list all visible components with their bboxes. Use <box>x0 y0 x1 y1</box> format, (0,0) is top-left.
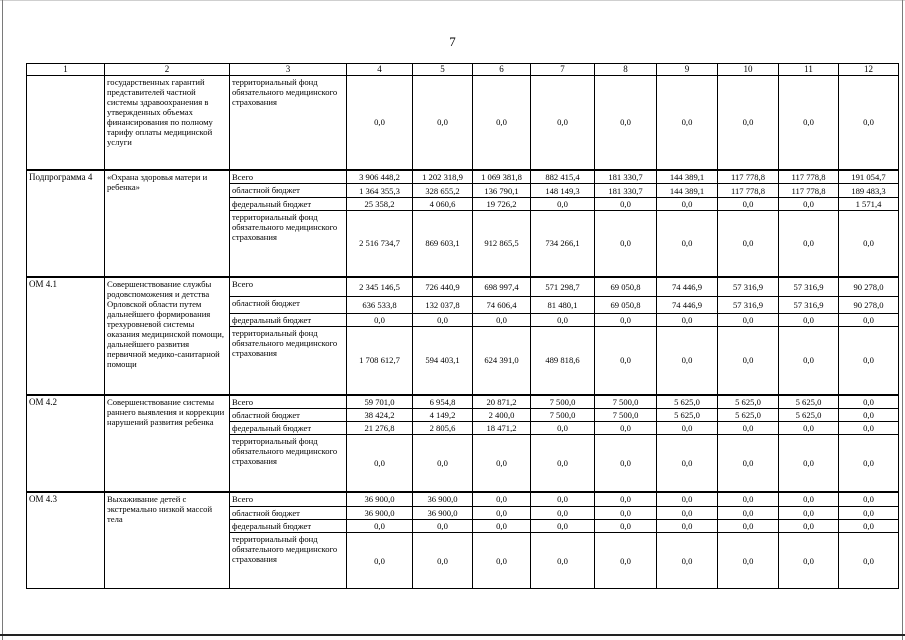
table-row <box>27 170 899 184</box>
amount-cell: 0,0 <box>718 533 779 589</box>
amount-cell: 0,0 <box>839 327 899 395</box>
amount-cell: 181 330,7 <box>595 170 657 184</box>
amount-cell: 0,0 <box>657 211 718 277</box>
column-number-cell: 3 <box>230 64 347 76</box>
funding-source-cell: федеральный бюджет <box>230 314 347 327</box>
amount-cell: 0,0 <box>839 76 899 170</box>
amount-cell: 0,0 <box>595 520 657 533</box>
funding-source-cell: Всего <box>230 492 347 507</box>
amount-cell: 36 900,0 <box>413 492 473 507</box>
amount-cell: 18 471,2 <box>473 422 531 435</box>
amount-cell: 0,0 <box>718 198 779 211</box>
amount-cell: 181 330,7 <box>595 184 657 198</box>
funding-source-cell: Всего <box>230 277 347 297</box>
amount-cell: 57 316,9 <box>779 297 839 314</box>
amount-cell: 0,0 <box>657 198 718 211</box>
amount-cell: 74 606,4 <box>473 297 531 314</box>
column-number-cell: 2 <box>105 64 230 76</box>
column-number-cell: 4 <box>347 64 413 76</box>
funding-source-cell: территориальный фонд обязательного медицинского страхования <box>230 435 347 492</box>
amount-cell: 117 778,8 <box>718 170 779 184</box>
column-number-cell: 1 <box>27 64 105 76</box>
amount-cell: 0,0 <box>595 422 657 435</box>
funding-source-cell: территориальный фонд обязательного медицинского страхования <box>230 76 347 170</box>
amount-cell: 0,0 <box>595 533 657 589</box>
table-row <box>27 76 899 170</box>
table-row <box>27 492 899 507</box>
amount-cell: 0,0 <box>595 211 657 277</box>
amount-cell: 0,0 <box>531 422 595 435</box>
column-number-cell: 8 <box>595 64 657 76</box>
amount-cell: 59 701,0 <box>347 395 413 409</box>
amount-cell: 0,0 <box>347 435 413 492</box>
amount-cell: 0,0 <box>595 314 657 327</box>
amount-cell: 2 345 146,5 <box>347 277 413 297</box>
amount-cell: 132 037,8 <box>413 297 473 314</box>
amount-cell: 0,0 <box>347 533 413 589</box>
amount-cell: 0,0 <box>718 76 779 170</box>
amount-cell: 0,0 <box>779 314 839 327</box>
column-number-cell: 6 <box>473 64 531 76</box>
amount-cell: 81 480,1 <box>531 297 595 314</box>
amount-cell: 0,0 <box>347 76 413 170</box>
amount-cell: 57 316,9 <box>779 277 839 297</box>
amount-cell: 1 571,4 <box>839 198 899 211</box>
amount-cell: 69 050,8 <box>595 277 657 297</box>
amount-cell: 0,0 <box>839 492 899 507</box>
amount-cell: 489 818,6 <box>531 327 595 395</box>
amount-cell: 0,0 <box>718 422 779 435</box>
funding-source-cell: областной бюджет <box>230 297 347 314</box>
amount-cell: 0,0 <box>718 507 779 520</box>
scan-right-edge <box>902 0 903 640</box>
funding-source-cell: федеральный бюджет <box>230 520 347 533</box>
amount-cell: 0,0 <box>779 198 839 211</box>
amount-cell: 0,0 <box>531 435 595 492</box>
amount-cell: 36 900,0 <box>347 492 413 507</box>
amount-cell: 117 778,8 <box>779 170 839 184</box>
amount-cell: 0,0 <box>531 492 595 507</box>
column-number-cell: 11 <box>779 64 839 76</box>
amount-cell: 0,0 <box>473 76 531 170</box>
amount-cell: 0,0 <box>839 520 899 533</box>
program-code-cell: Подпрограмма 4 <box>27 170 105 277</box>
amount-cell: 0,0 <box>347 314 413 327</box>
amount-cell: 7 500,0 <box>531 409 595 422</box>
amount-cell: 3 906 448,2 <box>347 170 413 184</box>
column-number-cell: 12 <box>839 64 899 76</box>
amount-cell: 0,0 <box>595 492 657 507</box>
amount-cell: 7 500,0 <box>595 395 657 409</box>
column-number-row <box>27 64 899 76</box>
amount-cell: 0,0 <box>347 520 413 533</box>
column-number-cell: 10 <box>718 64 779 76</box>
amount-cell: 2 400,0 <box>473 409 531 422</box>
amount-cell: 0,0 <box>413 76 473 170</box>
amount-cell: 0,0 <box>657 327 718 395</box>
amount-cell: 0,0 <box>839 395 899 409</box>
amount-cell: 869 603,1 <box>413 211 473 277</box>
amount-cell: 0,0 <box>779 507 839 520</box>
amount-cell: 0,0 <box>531 198 595 211</box>
amount-cell: 90 278,0 <box>839 277 899 297</box>
amount-cell: 1 069 381,8 <box>473 170 531 184</box>
amount-cell: 0,0 <box>473 435 531 492</box>
amount-cell: 2 805,6 <box>413 422 473 435</box>
amount-cell: 0,0 <box>718 435 779 492</box>
amount-cell: 882 415,4 <box>531 170 595 184</box>
amount-cell: 0,0 <box>718 211 779 277</box>
amount-cell: 0,0 <box>779 327 839 395</box>
budget-table-body <box>27 64 899 589</box>
amount-cell: 0,0 <box>413 435 473 492</box>
scan-bottom-edge <box>0 634 905 636</box>
column-number-cell: 9 <box>657 64 718 76</box>
amount-cell: 0,0 <box>473 314 531 327</box>
amount-cell: 117 778,8 <box>718 184 779 198</box>
amount-cell: 0,0 <box>657 435 718 492</box>
amount-cell: 5 625,0 <box>657 409 718 422</box>
amount-cell: 74 446,9 <box>657 277 718 297</box>
amount-cell: 0,0 <box>718 492 779 507</box>
amount-cell: 20 871,2 <box>473 395 531 409</box>
table-row <box>27 277 899 297</box>
amount-cell: 0,0 <box>657 520 718 533</box>
program-name-cell: «Охрана здоровья матери и ребенка» <box>105 170 230 277</box>
amount-cell: 69 050,8 <box>595 297 657 314</box>
amount-cell: 0,0 <box>657 76 718 170</box>
amount-cell: 0,0 <box>531 314 595 327</box>
amount-cell: 90 278,0 <box>839 297 899 314</box>
program-code-cell: ОМ 4.3 <box>27 492 105 589</box>
amount-cell: 136 790,1 <box>473 184 531 198</box>
amount-cell: 0,0 <box>473 492 531 507</box>
amount-cell: 21 276,8 <box>347 422 413 435</box>
funding-source-cell: областной бюджет <box>230 409 347 422</box>
program-code-cell: ОМ 4.1 <box>27 277 105 395</box>
amount-cell: 36 900,0 <box>347 507 413 520</box>
amount-cell: 0,0 <box>779 435 839 492</box>
amount-cell: 144 389,1 <box>657 184 718 198</box>
budget-table <box>26 63 899 589</box>
amount-cell: 734 266,1 <box>531 211 595 277</box>
funding-source-cell: областной бюджет <box>230 184 347 198</box>
amount-cell: 0,0 <box>839 533 899 589</box>
amount-cell: 0,0 <box>595 76 657 170</box>
amount-cell: 7 500,0 <box>531 395 595 409</box>
amount-cell: 0,0 <box>473 507 531 520</box>
amount-cell: 0,0 <box>413 520 473 533</box>
amount-cell: 1 202 318,9 <box>413 170 473 184</box>
program-name-cell: Выхаживание детей с экстремально низкой массой тела <box>105 492 230 589</box>
amount-cell: 0,0 <box>413 533 473 589</box>
amount-cell: 0,0 <box>839 435 899 492</box>
amount-cell: 1 364 355,3 <box>347 184 413 198</box>
amount-cell: 148 149,3 <box>531 184 595 198</box>
funding-source-cell: территориальный фонд обязательного медицинского страхования <box>230 211 347 277</box>
amount-cell: 6 954,8 <box>413 395 473 409</box>
amount-cell: 2 516 734,7 <box>347 211 413 277</box>
amount-cell: 0,0 <box>595 507 657 520</box>
funding-source-cell: Всего <box>230 170 347 184</box>
amount-cell: 0,0 <box>779 76 839 170</box>
amount-cell: 0,0 <box>657 422 718 435</box>
funding-source-cell: территориальный фонд обязательного медицинского страхования <box>230 533 347 589</box>
amount-cell: 0,0 <box>473 533 531 589</box>
amount-cell: 5 625,0 <box>718 395 779 409</box>
amount-cell: 0,0 <box>657 314 718 327</box>
amount-cell: 0,0 <box>531 520 595 533</box>
funding-source-cell: Всего <box>230 395 347 409</box>
amount-cell: 726 440,9 <box>413 277 473 297</box>
amount-cell: 5 625,0 <box>718 409 779 422</box>
amount-cell: 5 625,0 <box>779 409 839 422</box>
table-row <box>27 395 899 409</box>
amount-cell: 0,0 <box>839 422 899 435</box>
funding-source-cell: федеральный бюджет <box>230 422 347 435</box>
amount-cell: 0,0 <box>657 533 718 589</box>
amount-cell: 0,0 <box>718 520 779 533</box>
funding-source-cell: территориальный фонд обязательного медицинского страхования <box>230 327 347 395</box>
amount-cell: 0,0 <box>531 76 595 170</box>
amount-cell: 0,0 <box>531 507 595 520</box>
amount-cell: 4 149,2 <box>413 409 473 422</box>
amount-cell: 7 500,0 <box>595 409 657 422</box>
program-code-cell <box>27 76 105 170</box>
amount-cell: 0,0 <box>718 327 779 395</box>
amount-cell: 144 389,1 <box>657 170 718 184</box>
amount-cell: 189 483,3 <box>839 184 899 198</box>
column-number-cell: 5 <box>413 64 473 76</box>
amount-cell: 0,0 <box>718 314 779 327</box>
amount-cell: 1 708 612,7 <box>347 327 413 395</box>
amount-cell: 0,0 <box>779 533 839 589</box>
program-code-cell: ОМ 4.2 <box>27 395 105 492</box>
amount-cell: 191 054,7 <box>839 170 899 184</box>
amount-cell: 0,0 <box>839 211 899 277</box>
amount-cell: 0,0 <box>595 435 657 492</box>
amount-cell: 0,0 <box>779 422 839 435</box>
amount-cell: 117 778,8 <box>779 184 839 198</box>
amount-cell: 0,0 <box>595 327 657 395</box>
amount-cell: 57 316,9 <box>718 277 779 297</box>
amount-cell: 0,0 <box>779 520 839 533</box>
amount-cell: 0,0 <box>595 198 657 211</box>
amount-cell: 4 060,6 <box>413 198 473 211</box>
amount-cell: 0,0 <box>779 492 839 507</box>
amount-cell: 0,0 <box>839 409 899 422</box>
page-number: 7 <box>449 34 456 49</box>
amount-cell: 57 316,9 <box>718 297 779 314</box>
amount-cell: 0,0 <box>839 314 899 327</box>
amount-cell: 5 625,0 <box>779 395 839 409</box>
scan-left-edge <box>2 0 3 640</box>
amount-cell: 19 726,2 <box>473 198 531 211</box>
amount-cell: 36 900,0 <box>413 507 473 520</box>
amount-cell: 0,0 <box>779 211 839 277</box>
amount-cell: 594 403,1 <box>413 327 473 395</box>
amount-cell: 0,0 <box>531 533 595 589</box>
amount-cell: 624 391,0 <box>473 327 531 395</box>
amount-cell: 0,0 <box>473 520 531 533</box>
funding-source-cell: федеральный бюджет <box>230 198 347 211</box>
amount-cell: 571 298,7 <box>531 277 595 297</box>
amount-cell: 328 655,2 <box>413 184 473 198</box>
program-name-cell: Совершенствование системы раннего выявления и коррекции нарушений развития ребенка <box>105 395 230 492</box>
amount-cell: 0,0 <box>413 314 473 327</box>
program-name-cell: Совершенствование службы родовспоможения и детства Орловской области путем дальнейшего формирования трехуровневой системы оказания медицинской помощи, дальнейшего развития первичной медико-санитарной помощи <box>105 277 230 395</box>
funding-source-cell: областной бюджет <box>230 507 347 520</box>
program-name-cell: государственных гарантий представителей частной системы здравоохранения в утвержденных объемах финансирования по полному тарифу оплаты медицинской услуги <box>105 76 230 170</box>
amount-cell: 636 533,8 <box>347 297 413 314</box>
column-number-cell: 7 <box>531 64 595 76</box>
amount-cell: 25 358,2 <box>347 198 413 211</box>
amount-cell: 0,0 <box>657 492 718 507</box>
amount-cell: 0,0 <box>839 507 899 520</box>
amount-cell: 0,0 <box>657 507 718 520</box>
amount-cell: 698 997,4 <box>473 277 531 297</box>
amount-cell: 912 865,5 <box>473 211 531 277</box>
amount-cell: 5 625,0 <box>657 395 718 409</box>
amount-cell: 38 424,2 <box>347 409 413 422</box>
scan-top-edge <box>0 0 905 1</box>
amount-cell: 74 446,9 <box>657 297 718 314</box>
